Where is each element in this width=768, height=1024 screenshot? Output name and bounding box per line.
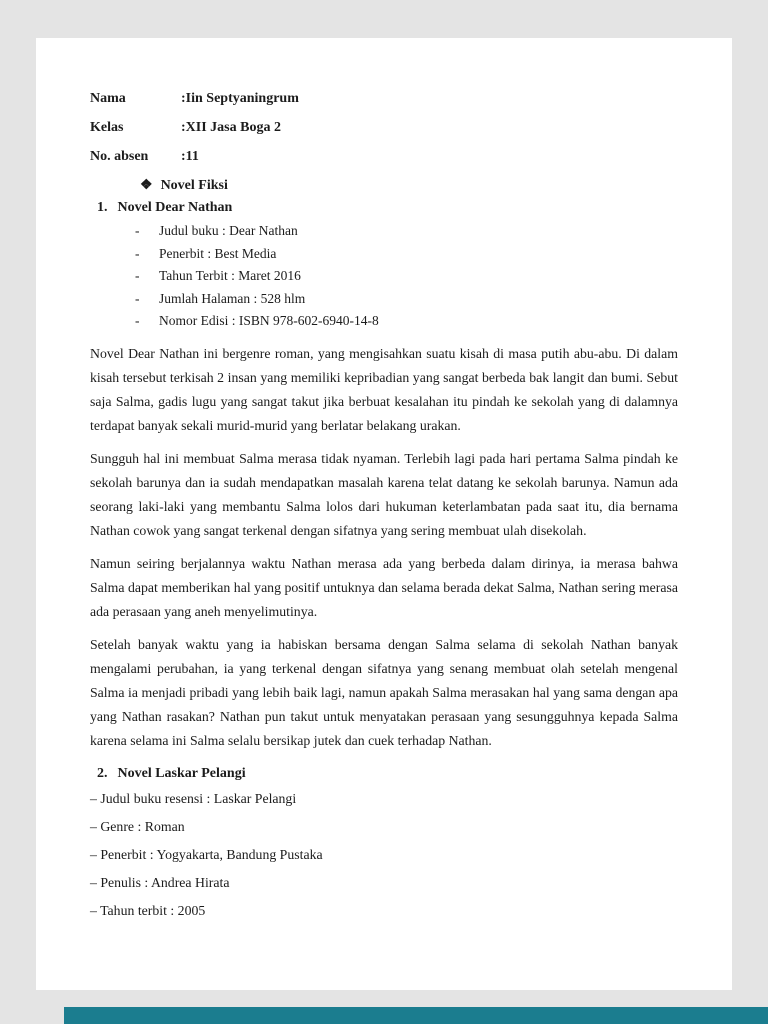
paragraph-4: Setelah banyak waktu yang ia habiskan bersama dengan Salma selama di sekolah Nathan banyak mengalami perubahan, ia yang terkenal dengan sifatnya yang senang membuat olah setelah mengenal Salma ia menjadi pribadi yang lebih baik lagi, namun apakah Salma merasakan hal yang sama dengan apa yang Nathan rasakan? Nathan pun takut untuk menyatakan perasaan yang sesungguhnya kepada Salma karena selama ini Salma selalu bersikap jutek dan cuek terhadap Nathan. bbox=[90, 636, 678, 748]
heading-text: Novel Laskar Pelangi bbox=[117, 765, 246, 781]
dash-marker: - bbox=[135, 245, 140, 261]
heading-number: 1. bbox=[97, 200, 108, 215]
novel2-detail-list bbox=[90, 790, 678, 919]
detail-text: Jumlah Halaman : 528 hlm bbox=[159, 290, 306, 306]
list-item: – Penulis : Andrea Hirata bbox=[90, 874, 230, 890]
field-label: Kelas bbox=[90, 120, 124, 135]
paragraph-3: Namun seiring berjalannya waktu Nathan merasa ada yang berbeda dalam dirinya, ia merasa bahwa Salma dapat memberikan hal yang positif untuknya dan selama berada dekat Salma, Nathan sering merasa ada perasaan yang aneh menyelimutinya. bbox=[90, 555, 678, 619]
heading-novel-laskar-pelangi bbox=[90, 765, 678, 782]
field-value: :XII Jasa Boga 2 bbox=[181, 120, 281, 135]
list-item bbox=[135, 288, 678, 311]
dash-marker: - bbox=[135, 313, 140, 328]
viewer-footer-bar bbox=[64, 1007, 768, 1024]
dash-marker: - bbox=[135, 223, 140, 238]
field-value: :11 bbox=[181, 149, 199, 164]
list-item bbox=[135, 220, 678, 243]
field-no-absen bbox=[90, 148, 678, 165]
document-page bbox=[36, 38, 732, 990]
section-title-text: Novel Fiksi bbox=[160, 178, 228, 193]
detail-text: Judul buku : Dear Nathan bbox=[159, 223, 298, 238]
list-item bbox=[135, 243, 678, 266]
field-label: No. absen bbox=[90, 149, 149, 164]
diamond-bullet-icon: ❖ bbox=[140, 178, 153, 193]
field-value: :Iin Septyaningrum bbox=[181, 91, 299, 106]
paragraph-2: Sungguh hal ini membuat Salma merasa tidak nyaman. Terlebih lagi pada hari pertama Salma pindah ke sekolah barunya dan ia sudah mendapatkan masalah karena telat datang ke sekolah barunya. Namun ada seorang laki-laki yang membantu Salma lolos dari hukuman keterlambatan pada saat itu, dia bernama Nathan cowok yang sangat terkenal dengan sifatnya yang sering membuat ulah disekolah. bbox=[90, 450, 678, 538]
list-item: – Penerbit : Yogyakarta, Bandung Pustaka bbox=[90, 846, 323, 862]
detail-text: Tahun Terbit : Maret 2016 bbox=[159, 268, 301, 283]
section-title-novel-fiksi bbox=[90, 177, 678, 194]
list-item bbox=[135, 310, 678, 333]
field-kelas bbox=[90, 119, 678, 136]
heading-text: Novel Dear Nathan bbox=[117, 200, 233, 215]
field-nama bbox=[90, 90, 678, 107]
detail-text: Penerbit : Best Media bbox=[159, 245, 277, 261]
dash-marker: - bbox=[135, 268, 140, 283]
list-item: – Judul buku resensi : Laskar Pelangi bbox=[90, 790, 297, 806]
detail-text: Nomor Edisi : ISBN 978-602-6940-14-8 bbox=[159, 313, 379, 328]
list-item: – Genre : Roman bbox=[90, 818, 185, 834]
heading-number: 2. bbox=[97, 765, 108, 781]
list-item bbox=[135, 265, 678, 288]
heading-novel-dear-nathan bbox=[90, 199, 678, 216]
field-label: Nama bbox=[90, 91, 126, 106]
paragraph-1: Novel Dear Nathan ini bergenre roman, yang mengisahkan suatu kisah di masa putih abu-abu. Di dalam kisah tersebut terkisah 2 insan yang memiliki kepribadian yang sangat berbeda bak langit dan bumi. Sebut saja Salma, gadis lugu yang sangat takut jika berbuat kesalahan itu pindah ke sekolah yang di dalamnya terdapat banyak sekali murid-murid yang berlatar belakang urakan. bbox=[90, 345, 678, 433]
dash-marker: - bbox=[135, 290, 140, 306]
list-item: – Tahun terbit : 2005 bbox=[90, 902, 206, 918]
novel1-detail-list bbox=[90, 220, 678, 333]
